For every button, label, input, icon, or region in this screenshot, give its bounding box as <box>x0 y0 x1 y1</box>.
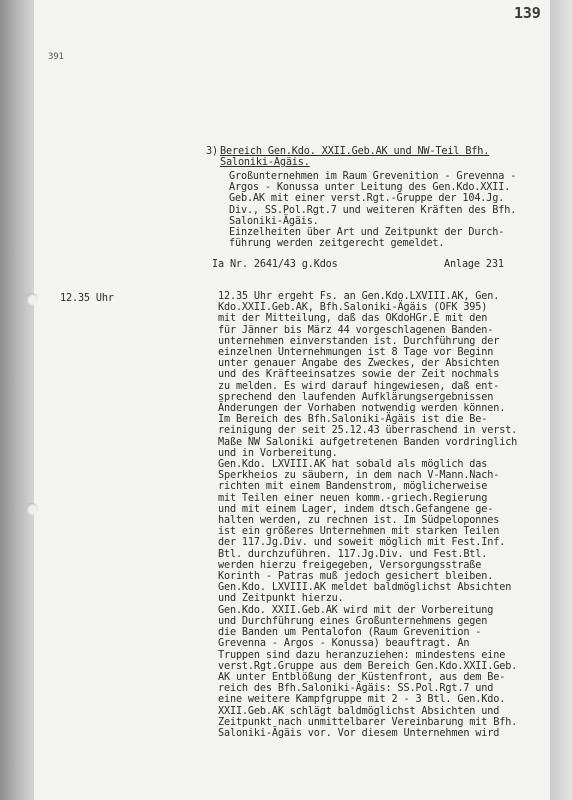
entry-line: Kdo.XXII.Geb.AK, Bfh.Saloniki-Ägäis (OFK 395) <box>218 302 488 314</box>
entry-line: verst.Rgt.Gruppe aus dem Bereich Gen.Kdo.XXII.Geb. <box>218 660 518 672</box>
entry-line: XXII.Geb.AK schlägt baldmöglichst Absichten und <box>218 705 500 717</box>
entry-line: richten mit einem Bandenstrom, möglicherweise <box>218 481 488 493</box>
reference-line <box>212 259 530 270</box>
entry-line: und mit einem Lager, indem dtsch.Gefangene ge- <box>218 503 494 515</box>
section-line: Einzelheiten über Art und Zeitpunkt der Durch- <box>229 227 505 239</box>
section-line: führung werden zeitgerecht gemeldet. <box>229 238 445 250</box>
entry-line: die Banden um Pentalofon (Raum Grevenition - <box>218 627 482 639</box>
punch-hole <box>26 293 38 305</box>
entry-line: und Zeitpunkt hierzu. <box>218 593 344 605</box>
section-title <box>220 146 489 168</box>
entry-line: Truppen sind dazu heranzuziehen: mindestens eine <box>218 649 506 661</box>
entry-line: halten werden, zu rechnen ist. Im Südpeloponnes <box>218 515 500 527</box>
entry-line: reich des Bfh.Saloniki-Ägäis: SS.Pol.Rgt.7 und <box>218 683 494 695</box>
entry-line: Korinth - Patras muß jedoch gesichert bleiben. <box>218 571 494 583</box>
entry-line: reinigung der seit 25.12.43 überraschend in verst. <box>218 425 518 437</box>
entry-line: Saloniki-Ägäis vor. Vor diesem Unternehmen wird <box>218 727 500 739</box>
corner-mark: 391 <box>48 52 64 62</box>
section-title-line: Bereich Gen.Kdo. XXII.Geb.AK und NW-Teil Bfh. <box>220 146 490 157</box>
entry-line: der 117.Jg.Div. und soweit möglich mit Fest.Inf. <box>218 537 506 549</box>
section-line: Geb.AK mit einer verst.Rgt.-Gruppe der 104.Jg. <box>229 193 505 205</box>
entry-line: werden hierzu freigegeben, Versorgungsstraße <box>218 559 482 571</box>
entry-line: Zeitpunkt nach unmittelbarer Vereinbarung mit Bfh. <box>218 716 518 728</box>
scan-margin <box>0 0 34 800</box>
folio-number: 139 <box>514 4 541 22</box>
section-line: Div., SS.Pol.Rgt.7 und weiteren Kräften des Bfh. <box>229 204 517 216</box>
entry-line: unter genauer Angabe des Zweckes, der Absichten <box>218 358 500 370</box>
entry-line: und Durchführung eines Großunternehmens gegen <box>218 615 488 627</box>
attachment-label: Anlage 231 <box>444 259 504 270</box>
entry-line: für Jänner bis März 44 vorgeschlagenen Banden- <box>218 324 494 336</box>
page-edge <box>550 0 572 800</box>
section-line: Großunternehmen im Raum Grevenition - Grevenna - <box>229 171 517 182</box>
section-number: 3) <box>206 146 218 157</box>
entry-line: Gen.Kdo. LXVIII.AK hat sobald als möglich das <box>218 459 488 471</box>
section-body <box>229 171 516 249</box>
entry-line: sprechend den laufenden Aufklärungsergebnissen <box>218 391 494 403</box>
entry-line: Sperkheios zu säubern, in dem nach V-Mann.Nach- <box>218 470 500 482</box>
entry-line: zu melden. Es wird darauf hingewiesen, daß ent- <box>218 380 500 392</box>
entry-body <box>218 291 517 739</box>
entry-line: Gen.Kdo. LXVIII.AK meldet baldmöglichst Absichten <box>218 582 512 594</box>
entry-line: Maße NW Saloniki aufgetretenen Banden vordringlich <box>218 436 518 448</box>
section-title-line: Saloniki-Ägäis. <box>220 157 310 169</box>
entry-line: 12.35 Uhr ergeht Fs. an Gen.Kdo.LXVIII.AK, Gen. <box>218 291 500 302</box>
entry-line: unternehmen einverstanden ist. Durchführung der <box>218 335 500 347</box>
reference-number: Ia Nr. 2641/43 g.Kdos <box>212 259 338 270</box>
entry-line: AK unter Entblößung der Küstenfront, aus dem Be- <box>218 671 506 683</box>
punch-hole <box>26 503 38 515</box>
entry-line: Im Bereich des Bfh.Saloniki-Ägäis ist die Be- <box>218 414 488 426</box>
entry-time: 12.35 Uhr <box>60 293 114 304</box>
entry-line: einzelnen Unternehmungen ist 8 Tage vor Beginn <box>218 347 494 359</box>
entry-line: Gen.Kdo. XXII.Geb.AK wird mit der Vorbereitung <box>218 604 494 616</box>
section-line: Saloniki-Ägäis. <box>229 215 319 227</box>
entry-line: Grevenna - Argos - Konussa) beauftragt. An <box>218 638 470 650</box>
section-line: Argos - Konussa unter Leitung des Gen.Kdo.XXII. <box>229 182 511 194</box>
entry-line: eine weitere Kampfgruppe mit 2 - 3 Btl. Gen.Kdo. <box>218 694 506 706</box>
entry-line: Änderungen der Vorhaben notwendig werden können. <box>218 403 506 415</box>
entry-line: ist ein größeres Unternehmen mit starken Teilen <box>218 526 500 538</box>
entry-line: und in Vorbereitung. <box>218 447 338 459</box>
entry-line: Btl. durchzuführen. 117.Jg.Div. und Fest.Btl. <box>218 548 488 560</box>
entry-line: mit der Mitteilung, daß das OKdoHGr.E mit den <box>218 313 488 325</box>
entry-line: und des Kräfteeinsatzes sowie der Zeit nochmals <box>218 369 500 381</box>
entry-line: mit Teilen einer neuen komm.-griech.Regierung <box>218 492 488 504</box>
